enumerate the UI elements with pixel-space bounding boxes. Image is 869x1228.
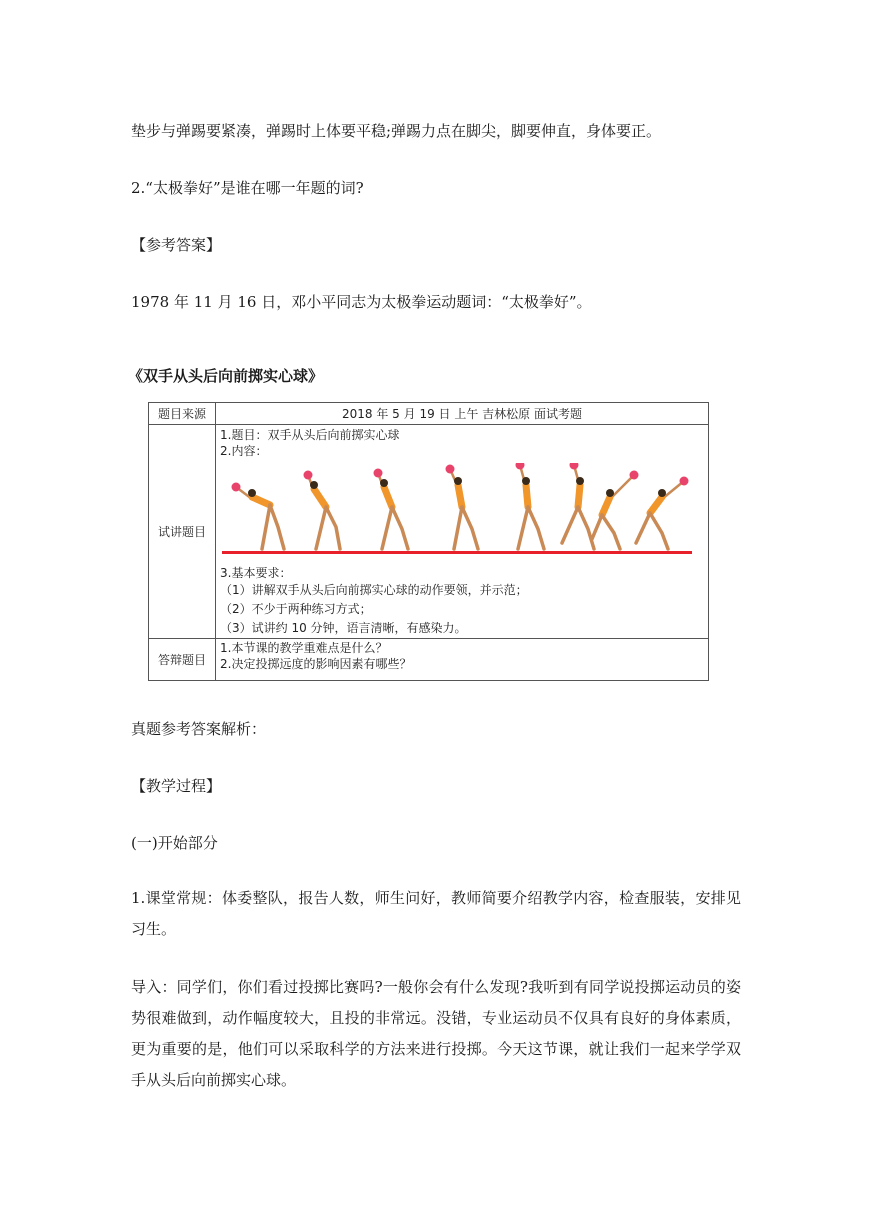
medicine-ball — [304, 471, 313, 480]
athlete-torso — [526, 485, 528, 507]
athlete-torso — [650, 497, 662, 513]
analysis-heading: 真题参考答案解析： — [131, 720, 267, 738]
medicine-ball — [680, 477, 689, 486]
topic-line: 1.题目：双手从头后向前掷实心球 — [220, 428, 400, 442]
content-label: 2.内容： — [220, 444, 268, 458]
medicine-ball — [630, 471, 639, 480]
athlete-head — [658, 489, 666, 497]
medicine-ball — [446, 465, 455, 474]
defense-q2: 2.决定投掷远度的影响因素有哪些？ — [220, 657, 412, 671]
medicine-ball — [516, 463, 525, 470]
athlete-torso — [602, 497, 610, 515]
throw-sequence-figure — [222, 463, 702, 563]
medicine-ball — [232, 483, 241, 492]
label-source: 题目来源 — [149, 403, 216, 425]
athlete-arm — [610, 475, 634, 499]
answer-text: 1978 年 11 月 16 日，邓小平同志为太极拳运动题词：“太极拳好”。 — [131, 293, 592, 311]
requirement-2: （2）不少于两种练习方式； — [220, 602, 372, 616]
paragraph-intro: 导入：同学们，你们看过投掷比赛吗?一般你会有什么发现?我听到有同学说投掷运动员的姿势很难做到，动作幅度较大，且投的非常远。没错，专业运动员不仅具有良好的身体素质，更为重要的是，他们可以采取科学的方法来进行投掷。今天这节课，就让我们一起来学学双手从头后向前掷实心球。 — [131, 978, 741, 1089]
athlete-back-leg — [316, 507, 326, 549]
athlete-torso — [252, 497, 270, 505]
athlete-head — [248, 489, 256, 497]
athlete-back-leg — [562, 507, 578, 543]
athlete-torso — [384, 487, 392, 507]
process-heading: 【教学过程】 — [131, 777, 222, 795]
athlete-front-leg — [578, 507, 594, 549]
ground-line — [222, 551, 692, 554]
athlete-head — [576, 477, 584, 485]
exam-info-table — [148, 402, 709, 681]
athlete-torso — [578, 485, 580, 507]
question-2: 2.“太极拳好”是谁在哪一年题的词? — [131, 179, 364, 197]
athlete-front-leg — [528, 507, 544, 549]
requirements-label: 3.基本要求： — [220, 566, 292, 580]
athlete-head — [522, 477, 530, 485]
medicine-ball — [570, 463, 579, 470]
athlete-back-leg — [454, 507, 462, 549]
athlete-front-leg — [650, 513, 668, 549]
athlete-torso — [458, 485, 462, 507]
lecture-content-cell — [216, 425, 709, 639]
throw-sequence-illustration — [222, 463, 702, 563]
athlete-head — [310, 481, 318, 489]
requirement-3: （3）试讲约 10 分钟，语言清晰，有感染力。 — [220, 621, 467, 635]
athlete-torso — [314, 489, 326, 507]
answer-heading: 【参考答案】 — [131, 236, 222, 254]
paragraph-routine: 1.课堂常规：体委整队，报告人数，师生问好，教师简要介绍教学内容，检查服装，安排见习生。 — [131, 889, 741, 938]
athlete-front-leg — [326, 507, 340, 549]
athlete-front-leg — [270, 505, 284, 549]
athlete-front-leg — [392, 507, 408, 549]
label-lecture-topic: 试讲题目 — [149, 425, 216, 639]
label-defense: 答辩题目 — [149, 639, 216, 681]
athlete-back-leg — [262, 505, 270, 549]
athlete-head — [606, 489, 614, 497]
defense-q1: 1.本节课的教学重难点是什么？ — [220, 641, 388, 655]
athlete-back-leg — [518, 507, 528, 549]
requirement-1: （1）讲解双手从头后向前掷实心球的动作要领，并示范； — [220, 583, 528, 597]
text-line: 垫步与弹踢要紧凑，弹踢时上体要平稳;弹踢力点在脚尖，脚要伸直，身体要正。 — [131, 122, 662, 140]
medicine-ball — [374, 469, 383, 478]
athlete-back-leg — [592, 515, 602, 539]
athlete-front-leg — [462, 507, 478, 549]
athlete-head — [380, 479, 388, 487]
athlete-front-leg — [602, 515, 620, 549]
athlete-head — [454, 477, 462, 485]
athlete-back-leg — [382, 507, 392, 549]
defense-cell — [216, 639, 709, 681]
section-title: 《双手从头后向前掷实心球》 — [128, 367, 324, 385]
athlete-back-leg — [636, 513, 650, 543]
source-value: 2018 年 5 月 19 日 上午 吉林松原 面试考题 — [216, 403, 709, 425]
part-one-heading: (一)开始部分 — [131, 834, 218, 852]
